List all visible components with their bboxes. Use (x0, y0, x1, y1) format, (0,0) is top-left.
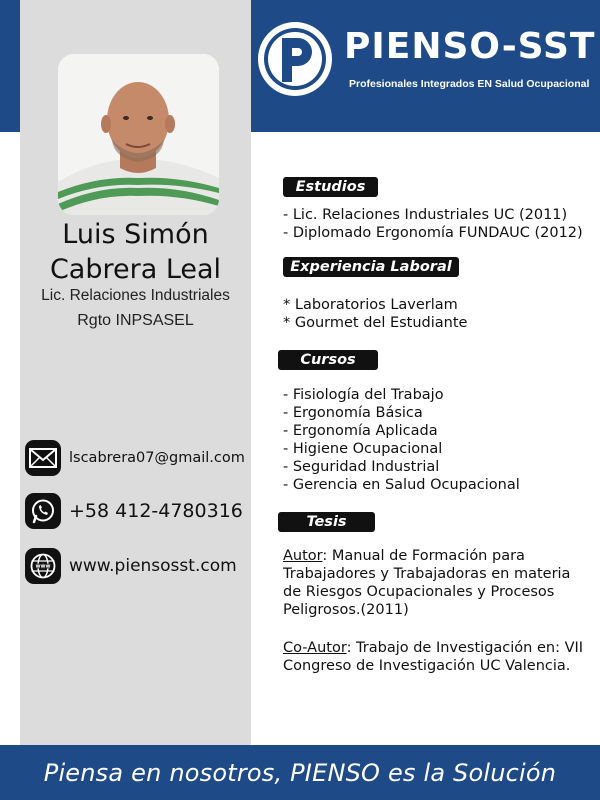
autor-role: Autor (283, 548, 323, 564)
list-item: * Laboratorios Laverlam (283, 297, 458, 313)
list-item: - Gerencia en Salud Ocupacional (283, 477, 520, 493)
envelope-icon (25, 440, 61, 476)
person-registry: Rgto INPSASEL (77, 312, 194, 329)
email-text[interactable]: lscabrera07@gmail.com (69, 450, 245, 466)
contact-email[interactable] (25, 440, 245, 476)
list-item: - Higiene Ocupacional (283, 441, 443, 457)
person-title: Lic. Relaciones Industriales (41, 287, 230, 304)
list-item: - Seguridad Industrial (283, 459, 440, 475)
tesis-autor (283, 547, 588, 619)
profile-photo (58, 54, 219, 215)
list-item: - Fisiología del Trabajo (283, 387, 444, 403)
whatsapp-icon (25, 493, 61, 529)
list-item: - Ergonomía Aplicada (283, 423, 438, 439)
section-label-tesis: Tesis (278, 512, 375, 532)
section-label-cursos: Cursos (278, 350, 378, 370)
cursos-list (283, 386, 520, 494)
tesis-coautor (283, 639, 588, 675)
list-item: - Ergonomía Básica (283, 405, 423, 421)
list-item: - Diplomado Ergonomía FUNDAUC (2012) (283, 225, 583, 241)
phone-text[interactable]: +58 412-4780316 (69, 500, 243, 522)
list-item: - Lic. Relaciones Industriales UC (2011) (283, 207, 568, 223)
autor-text: : Manual de Formación para Trabajadores y Trabajadoras en materia de Riesgos Ocupacionales y Procesos Peligrosos.(2011) (283, 548, 571, 618)
section-label-estudios: Estudios (283, 177, 378, 197)
person-name-last: Cabrera Leal (49, 254, 222, 285)
contact-phone[interactable] (25, 493, 243, 529)
person-name-first: Luis Simón (62, 219, 209, 250)
brand-tagline: Profesionales Integrados EN Salud Ocupacional (349, 78, 590, 90)
brand-name: PIENSO-SST (344, 26, 596, 67)
person-portrait-icon (58, 54, 219, 215)
coautor-text: : Trabajo de Investigación en: VII Congreso de Investigación UC Valencia. (283, 640, 584, 674)
experiencia-list (283, 296, 467, 332)
footer-band (0, 745, 600, 800)
coautor-role: Co-Autor (283, 640, 347, 656)
list-item: * Gourmet del Estudiante (283, 315, 468, 331)
section-label-experiencia: Experiencia Laboral (283, 257, 459, 277)
footer-slogan: Piensa en nosotros, PIENSO es la Solución (43, 758, 557, 787)
estudios-list (283, 206, 583, 242)
pienso-logo-icon (258, 22, 332, 96)
globe-icon (25, 548, 61, 584)
contact-website[interactable] (25, 548, 237, 584)
website-text[interactable]: www.piensosst.com (69, 556, 237, 576)
